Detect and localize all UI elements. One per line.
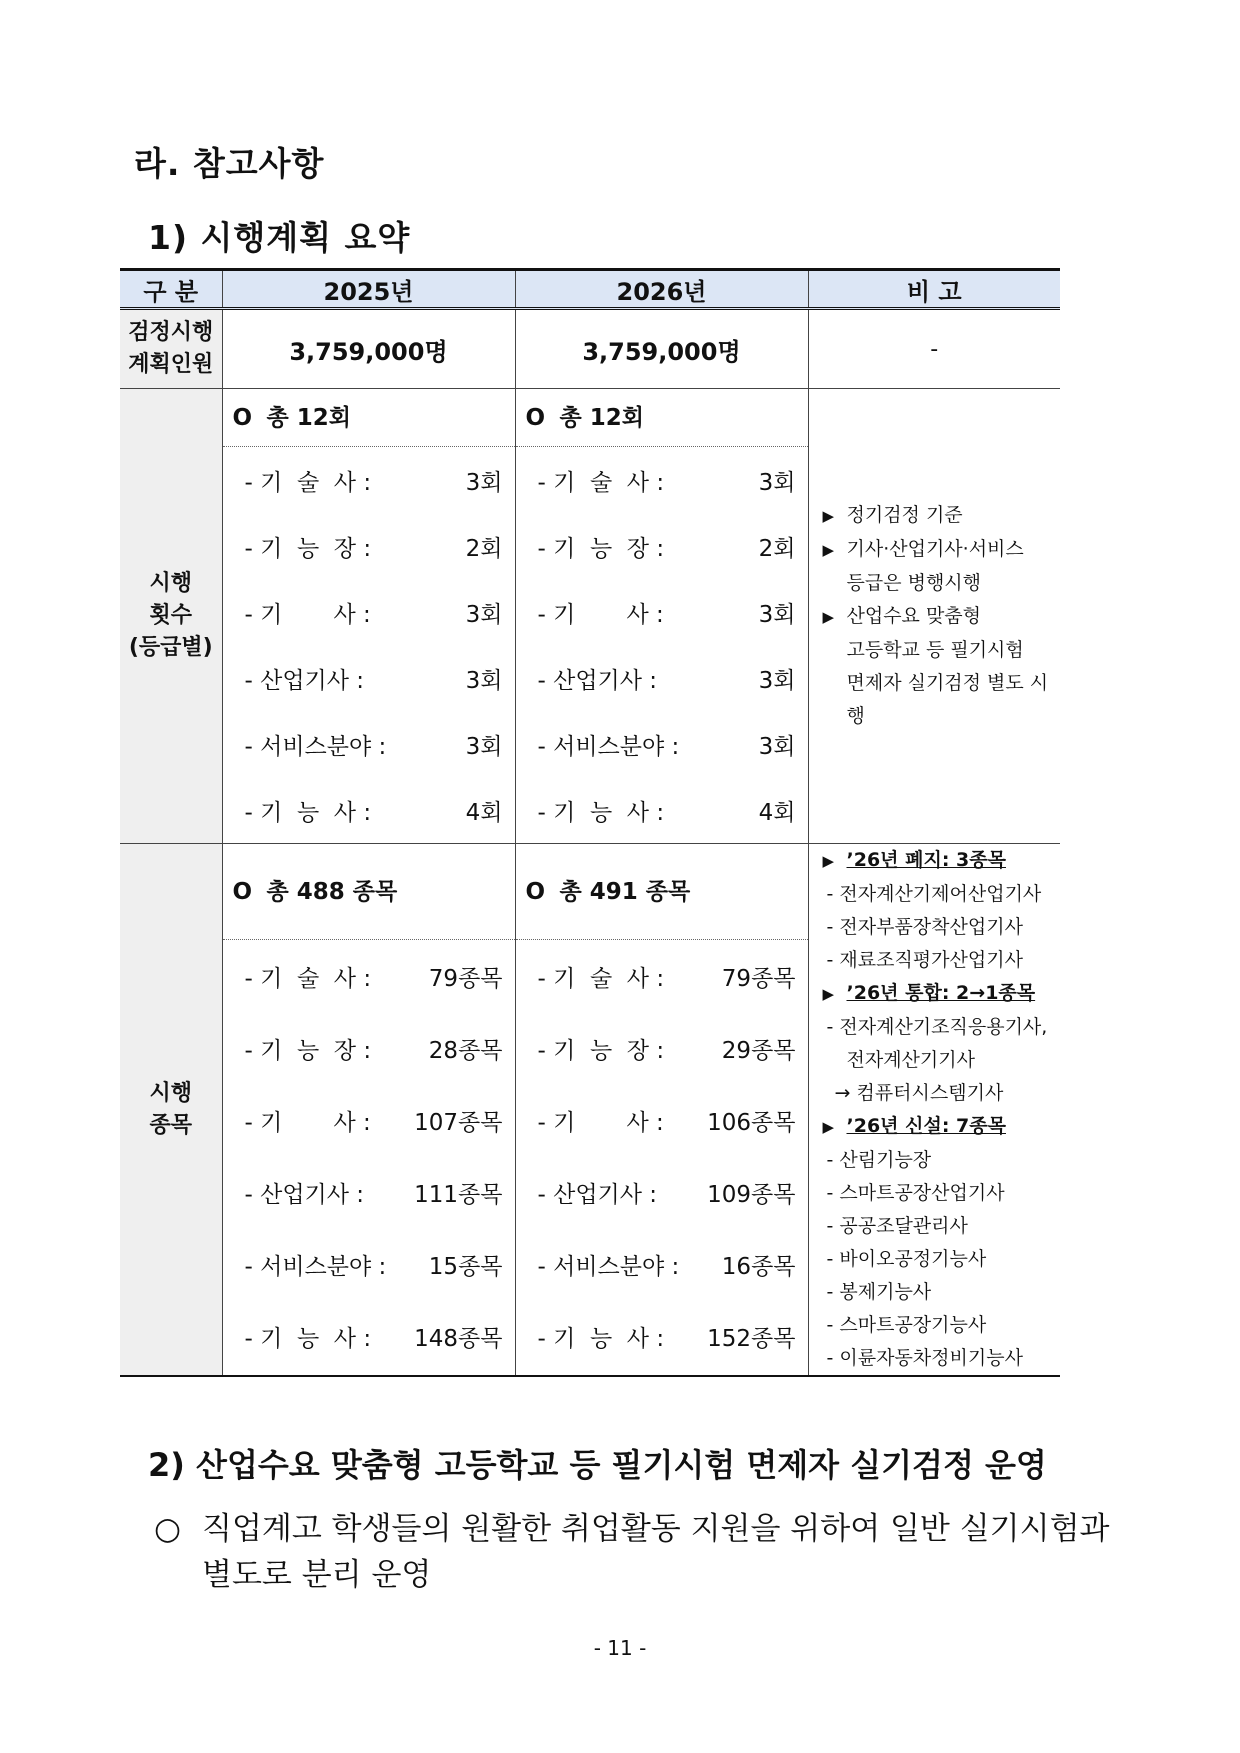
list-item: - 기 술 사 : 79종목 (244, 965, 503, 992)
items-note: ▶ ’26년 폐지: 3종목 - 전자계산기제어산업기사 - 전자부품장착산업기사 - 재료조직평가산업기사 ▶ ’26년 통합: 2→1종목 - 전자계산기조직응용기사, 전자계산기기사 → 컴퓨터시스템기사 ▶ ’26년 신설: 7종목 - 산림기능장 - 스마트공장산업기사 - 공공조달관리사 - 바이오공정기능사 - 봉제기능사 - 스마트공장기능사 - 이륜자동차정비기능사 (808, 844, 1060, 1377)
circle-bullet-icon: ○ (154, 1511, 182, 1547)
list-item: - 기 능 사 : 4회 (244, 799, 503, 826)
list-item: - 산업기사 : 3회 (537, 667, 796, 694)
list-item: - 기 능 사 : 148종목 (244, 1325, 503, 1352)
sessions-total-2025: O 총 12회 (223, 389, 515, 447)
subsection-title-practical-exam: 2) 산업수요 맞춤형 고등학교 등 필기시험 면제자 실기검정 운영 (148, 1446, 1047, 1484)
sessions-total-2026: O 총 12회 (516, 389, 808, 447)
list-item: - 기 술 사 : 3회 (537, 469, 796, 496)
planned-people-2026: 3,759,000명 (515, 309, 808, 389)
list-item: - 산업기사 : 3회 (244, 667, 503, 694)
page-number: - 11 - (593, 1636, 647, 1660)
list-item: - 산업기사 : 111종목 (244, 1181, 503, 1208)
list-item: - 기 능 사 : 4회 (537, 799, 796, 826)
table-row-sessions (120, 389, 1060, 844)
sessions-2026 (515, 389, 808, 844)
triangle-bullet-icon: ▶ (822, 1118, 835, 1136)
items-total-2025: O 총 488 종목 (223, 844, 515, 940)
triangle-bullet-icon: ▶ (822, 852, 835, 870)
items-total-2026: O 총 491 종목 (516, 844, 808, 940)
table-header-row (120, 270, 1060, 309)
triangle-bullet-icon: ▶ (822, 608, 835, 626)
planned-people-2025: 3,759,000명 (222, 309, 515, 389)
plan-summary-table (120, 268, 1060, 1377)
triangle-bullet-icon: ▶ (822, 541, 835, 559)
list-item: - 서비스분야 : 16종목 (537, 1253, 796, 1280)
list-item: - 기 술 사 : 79종목 (537, 965, 796, 992)
subsection-title-summary: 1) 시행계획 요약 (148, 218, 411, 257)
paragraph: ○ 직업계고 학생들의 원활한 취업활동 지원을 위하여 일반 실기시험과 별도로 분리 운영 (154, 1506, 1164, 1598)
section-title: 라. 참고사항 (134, 144, 325, 183)
triangle-bullet-icon: ▶ (822, 985, 835, 1003)
list-item: - 기 능 사 : 152종목 (537, 1325, 796, 1352)
category-planned-people: 검정시행 계획인원 (120, 309, 222, 389)
list-item: - 산업기사 : 109종목 (537, 1181, 796, 1208)
list-item: - 기 사 : 107종목 (244, 1109, 503, 1136)
sessions-note: ▶ 정기검정 기준 ▶ 기사·산업기사·서비스 등급은 병행시행 ▶ 산업수요 맞춤형 고등학교 등 필기시험 면제자 실기검정 별도 시행 (808, 389, 1060, 844)
table-row-planned-people (120, 309, 1060, 389)
triangle-bullet-icon: ▶ (822, 507, 835, 525)
table-row-items (120, 844, 1060, 1377)
list-item: - 기 능 장 : 29종목 (537, 1037, 796, 1064)
header-category: 구 분 (120, 270, 222, 309)
list-item: - 기 능 장 : 28종목 (244, 1037, 503, 1064)
list-item: - 기 능 장 : 2회 (537, 535, 796, 562)
list-item: - 기 능 장 : 2회 (244, 535, 503, 562)
planned-people-note: - (808, 309, 1060, 389)
list-item: - 기 사 : 3회 (537, 601, 796, 628)
header-2026: 2026년 (515, 270, 808, 309)
category-sessions: 시행 횟수 (등급별) (120, 389, 222, 844)
list-item: - 기 사 : 106종목 (537, 1109, 796, 1136)
list-item: - 기 술 사 : 3회 (244, 469, 503, 496)
header-note: 비 고 (808, 270, 1060, 309)
list-item: - 서비스분야 : 3회 (244, 733, 503, 760)
category-items: 시행 종목 (120, 844, 222, 1377)
items-2026 (515, 844, 808, 1377)
sessions-2025 (222, 389, 515, 844)
list-item: - 서비스분야 : 3회 (537, 733, 796, 760)
list-item: - 서비스분야 : 15종목 (244, 1253, 503, 1280)
header-2025: 2025년 (222, 270, 515, 309)
items-2025 (222, 844, 515, 1377)
list-item: - 기 사 : 3회 (244, 601, 503, 628)
